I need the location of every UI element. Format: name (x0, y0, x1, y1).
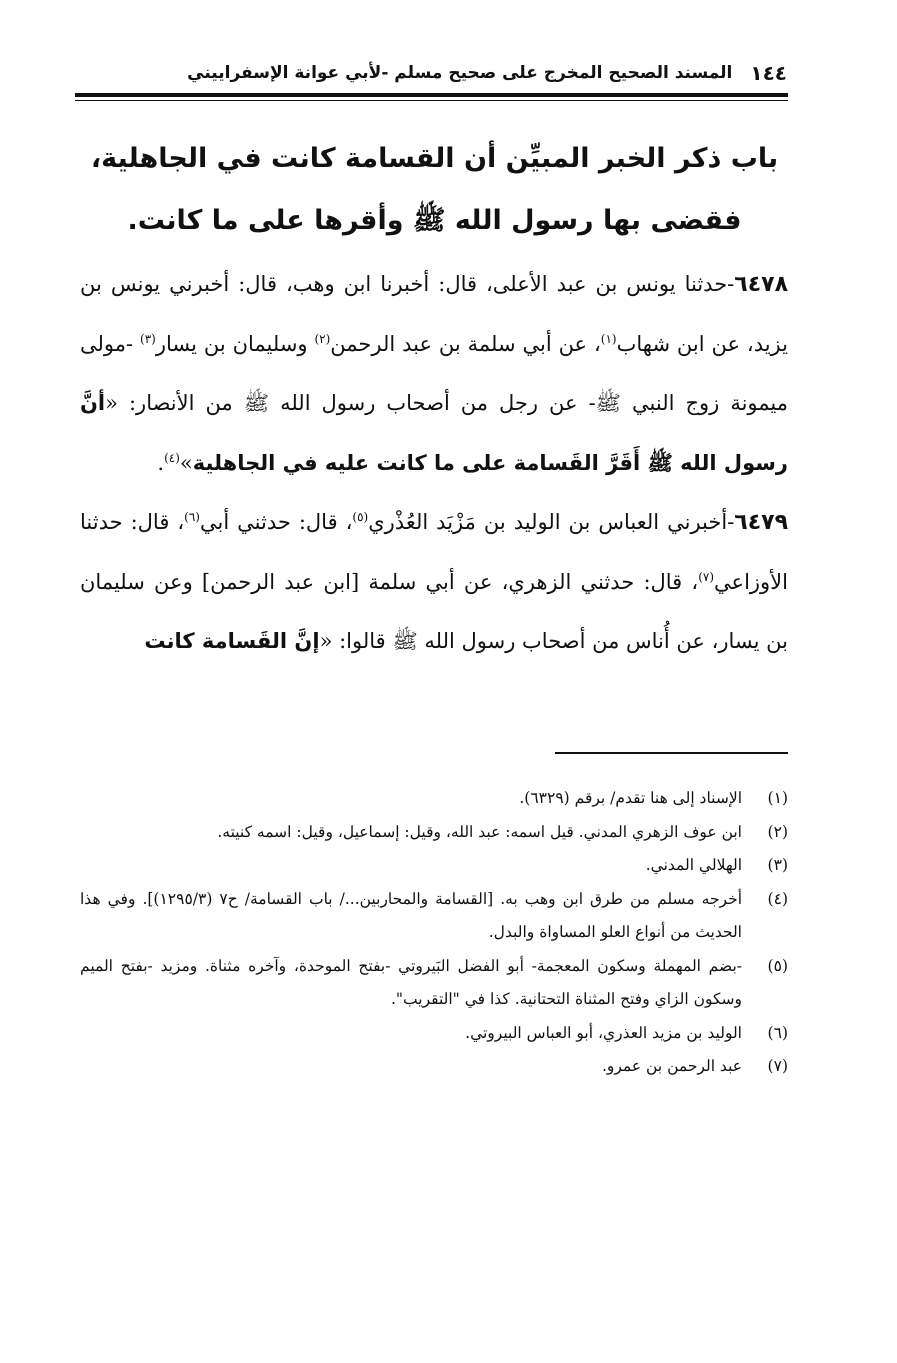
footnote-ref-3: (٣) (140, 331, 156, 346)
footnote-text: ابن عوف الزهري المدني. قيل اسمه: عبد الله، وقيل: إسماعيل، وقيل: اسمه كنيته. (217, 822, 742, 841)
hadith-text: . (157, 450, 165, 475)
footnote-ref-5: (٥) (352, 510, 369, 524)
main-text (80, 255, 788, 672)
chapter-title: باب ذكر الخبر المبيِّن أن القسامة كانت في الجاهلية، فقضى بها رسول الله ﷺ وأقرها على ما كانت. (90, 143, 779, 236)
footnote-text: الهلالي المدني. (645, 856, 742, 874)
footnote-text: الوليد بن مزيد العذري، أبو العباس البيروتي. (465, 1023, 742, 1042)
hadith-6479 (80, 493, 788, 672)
footnote-marker: (٣) (767, 856, 788, 874)
hadith-text: ، قال: حدثنا الأوزاعي (80, 510, 788, 594)
footnote-marker: (٧) (767, 1057, 788, 1075)
hadith-matn: أنَّ رسول الله ﷺ أَقَرَّ القَسامة على ما كانت عليه في الجاهلية (80, 391, 788, 475)
footnote-text: الإسناد إلى هنا تقدم/ برقم (٦٣٢٩). (519, 789, 742, 807)
hadith-text: » (179, 450, 193, 475)
running-header (75, 58, 787, 88)
running-title: المسند الصحيح المخرج على صحيح مسلم -لأبي عوانة الإسفراييني (187, 63, 733, 83)
hadith-text: -مولى ميمونة زوج النبي ﷺ- عن رجل من أصحاب رسول الله ﷺ من الأنصار: « (80, 331, 788, 415)
hadith-text: -حدثنا يونس بن عبد الأعلى، قال: أخبرنا ابن وهب، قال: أخبرني يونس بن يزيد، عن ابن شهاب (80, 272, 788, 356)
header-rule-thick (75, 93, 788, 97)
footnote (80, 883, 788, 950)
footnote-ref-6: (٦) (184, 510, 200, 524)
footnote-marker: (٦) (767, 1023, 788, 1042)
footnote (80, 782, 788, 816)
hadith-number: ٦٤٧٩ (734, 510, 789, 535)
footnote-marker: (٥) (767, 956, 788, 975)
footnote-separator (555, 752, 788, 754)
hadith-text: ، عن أبي سلمة بن عبد الرحمن (330, 331, 601, 356)
hadith-text: وسليمان بن يسار (155, 331, 315, 356)
footnote (80, 1017, 788, 1051)
hadith-text: -أخبرني العباس بن الوليد بن مَزْيَد العُذْري (368, 510, 735, 534)
footnote (80, 816, 788, 850)
footnote-marker: (١) (767, 789, 788, 807)
footnote-ref-7: (٧) (698, 569, 715, 584)
footnote (80, 1050, 788, 1084)
footnote (80, 849, 788, 883)
footnote-text: أخرجه مسلم من طرق ابن وهب به. [القسامة والمحاربين.../ باب القسامة/ ح٧ (١٢٩٥/٣)]. وفي هذا الحديث من أنواع العلو المساواة والبدل. (80, 889, 742, 941)
hadith-text: ، قال: حدثني أبي (199, 510, 353, 534)
footnote-text: عبد الرحمن بن عمرو. (601, 1057, 742, 1075)
footnote-marker: (٤) (767, 889, 788, 908)
footnotes (80, 782, 788, 1084)
hadith-matn: إنَّ القَسامة كانت (144, 629, 320, 653)
footnote-ref-2: (٢) (314, 331, 331, 346)
footnote (80, 950, 788, 1017)
hadith-number: ٦٤٧٨ (734, 272, 788, 297)
hadith-6478 (80, 255, 788, 493)
hadith-text: ، قال: حدثني الزهري، عن أبي سلمة [ابن عبد الرحمن] وعن سليمان بن يسار، عن أُناس من أصحاب رسول الله ﷺ قالوا: « (80, 569, 788, 653)
footnote-marker: (٢) (767, 822, 788, 841)
footnote-ref-1: (١) (600, 331, 617, 346)
footnote-text: -بضم المهملة وسكون المعجمة- أبو الفضل البَيروتي -بفتح الموحدة، وآخره مثناة. ومزيد -بفتح الميم وسكون الزاي وفتح المثناة التحتانية. كذا في "التقريب". (80, 956, 742, 1008)
header-rule-thin (75, 100, 788, 101)
footnote-ref-4: (٤) (164, 450, 180, 465)
page-number: ١٤٤ (750, 61, 787, 85)
